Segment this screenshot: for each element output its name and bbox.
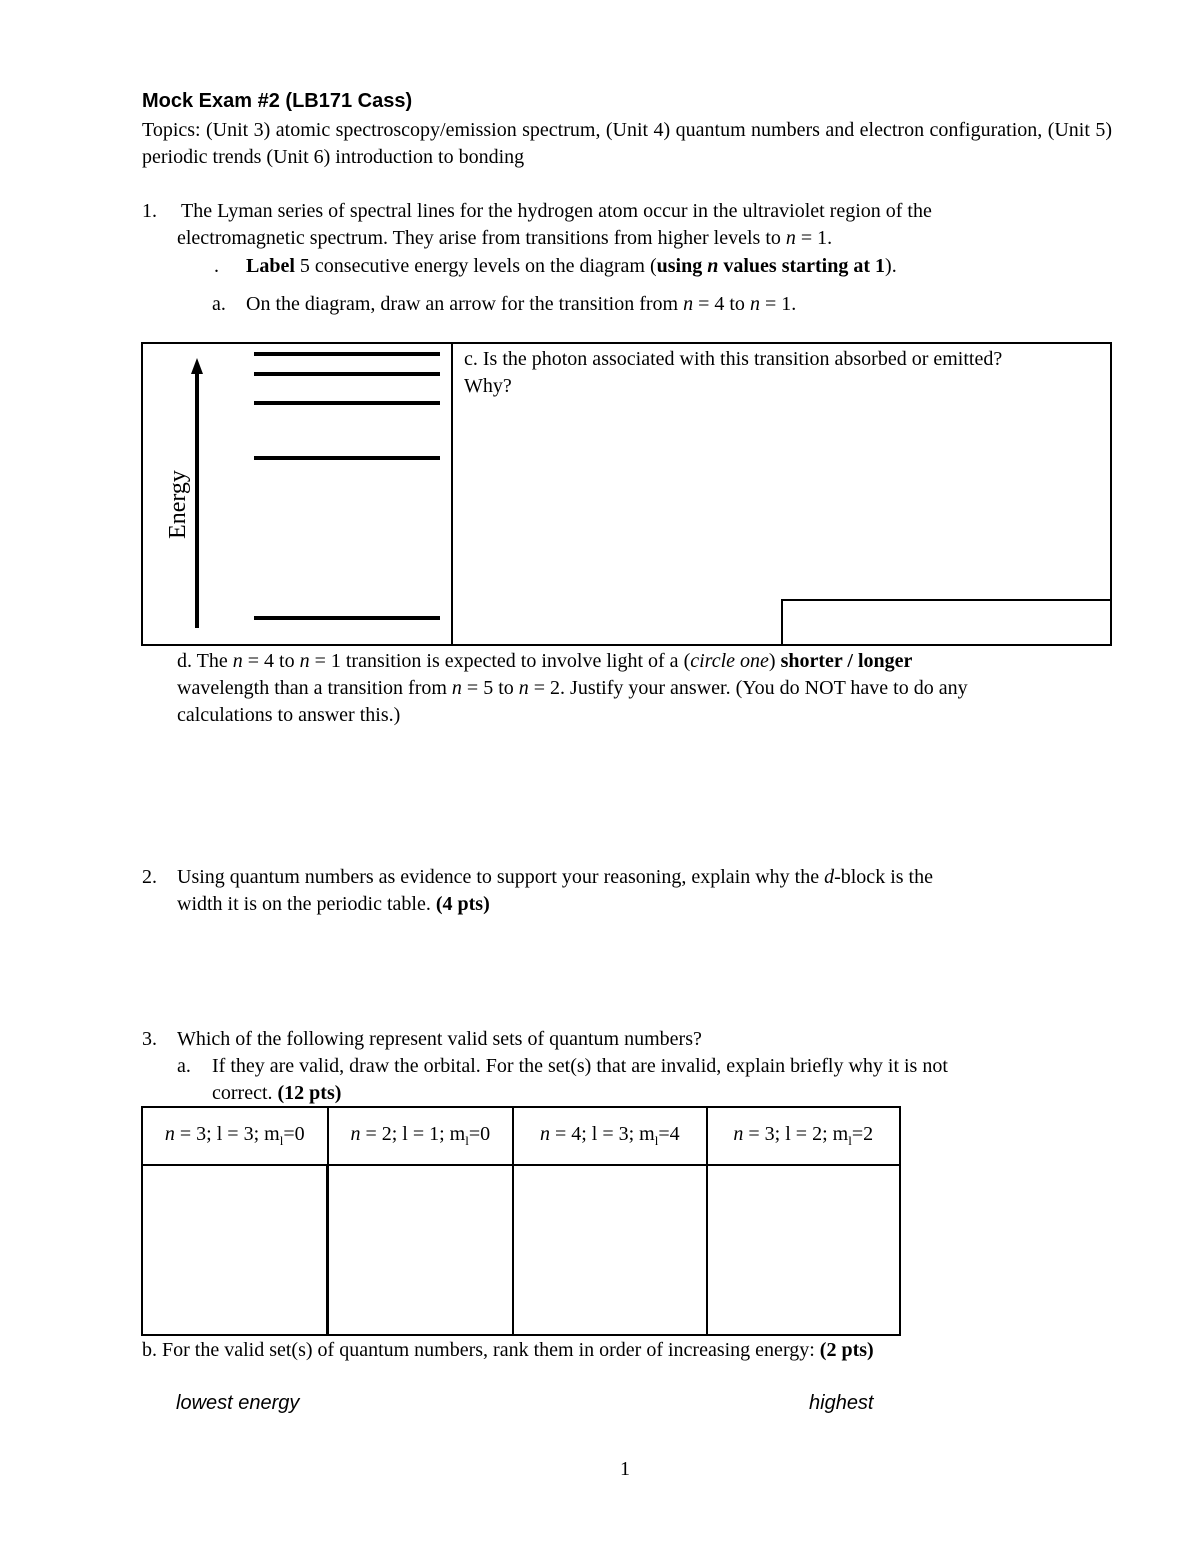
q1c-text: c. Is the photon associated with this transition absorbed or emitted? [464,348,1003,370]
q1-sub-marker: . [214,255,219,277]
highest-label: highest [809,1392,874,1414]
table-answer-row [142,1165,900,1335]
q2-number: 2. [142,866,157,888]
lowest-energy-label: lowest energy [176,1392,300,1414]
table-header-cell: n = 2; l = 1; $m_l=0$ [328,1107,514,1165]
answer-cell[interactable] [328,1165,514,1335]
table-header-row [142,1107,900,1165]
q1a-text: On the diagram, draw an arrow for the transition from n = 4 to n = 1. [246,293,797,315]
q2-text-line1: Using quantum numbers as evidence to support your reasoning, explain why the d-block is the [177,866,933,888]
quantum-numbers-table [141,1106,901,1336]
q1-text-line1: The Lyman series of spectral lines for the hydrogen atom occur in the ultraviolet region of the [181,200,932,222]
q3a-text: If they are valid, draw the orbital. For the set(s) that are invalid, explain briefly why it is not [212,1055,948,1077]
q3-number: 3. [142,1028,157,1050]
energy-level-line [254,616,440,620]
answer-sub-box [781,599,1112,646]
answer-cell[interactable] [513,1165,706,1335]
q3a-marker: a. [177,1055,191,1077]
topics-text: Topics: (Unit 3) atomic spectroscopy/emission spectrum, (Unit 4) quantum numbers and electron configuration, (Unit 5) periodic trends (Unit 6) introduction to bonding [142,119,1112,168]
q1d-line3: calculations to answer this.) [177,704,401,726]
q2-text-line2: width it is on the periodic table. (4 pts) [177,893,490,915]
energy-level-line [254,456,440,460]
q1d-line2: wavelength than a transition from n = 5 to n = 2. Justify your answer. (You do NOT have to do any [177,677,968,699]
energy-level-line [254,352,440,356]
q1-text-line2: electromagnetic spectrum. They arise from transitions from higher levels to n = 1. [177,227,833,249]
answer-box-c [451,342,1112,646]
table-header-cell: n = 3; l = 2; $m_l=2$ [707,1107,900,1165]
energy-label-wrap [145,469,211,539]
q1a-marker: a. [212,293,226,315]
energy-level-line [254,372,440,376]
table-header-cell: n = 3; l = 3; $m_l=0$ [142,1107,328,1165]
q3-text: Which of the following represent valid sets of quantum numbers? [177,1028,702,1050]
energy-diagram-box [141,342,453,646]
page-title: Mock Exam #2 (LB171 Cass) [142,90,413,112]
answer-cell[interactable] [707,1165,900,1335]
q1c-why: Why? [464,375,512,397]
answer-cell[interactable] [142,1165,328,1335]
q1-label-instruction: Label 5 consecutive energy levels on the diagram (using n values starting at 1). [246,255,897,277]
q3b-text: b. For the valid set(s) of quantum numbers, rank them in order of increasing energy: (2 pts) [142,1339,874,1361]
table-header-cell: n = 4; l = 3; $m_l=4$ [513,1107,706,1165]
q3a-text-line2: correct. (12 pts) [212,1082,342,1104]
q1-number: 1. [142,200,157,222]
energy-axis-label: Energy [164,469,191,539]
page-number: 1 [620,1458,630,1480]
energy-level-line [254,401,440,405]
q1d-line1: d. The n = 4 to n = 1 transition is expected to involve light of a (circle one) shorter / longer [177,650,913,672]
